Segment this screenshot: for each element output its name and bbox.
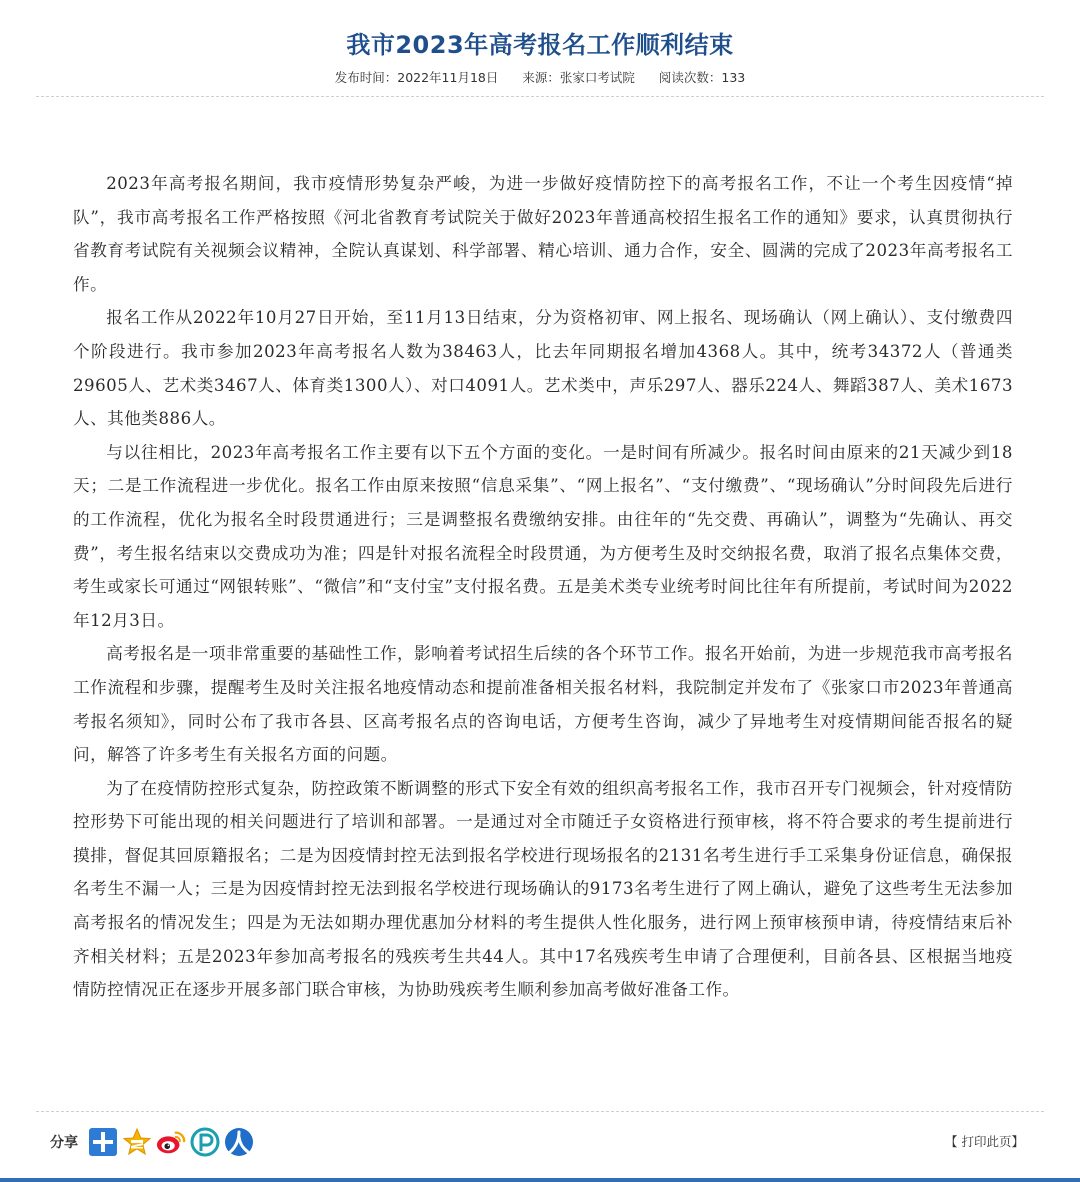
publish-label: 发布时间：	[334, 70, 398, 85]
publish-info	[335, 70, 499, 85]
share-bar	[50, 1126, 258, 1158]
weibo-icon[interactable]	[156, 1127, 186, 1157]
source-value: 张家口考试院	[559, 70, 635, 85]
renren-icon[interactable]	[224, 1127, 254, 1157]
article-meta	[0, 68, 1080, 88]
views-count: 133	[721, 70, 746, 85]
qzone-star-icon[interactable]	[122, 1127, 152, 1157]
views-label: 阅读次数：	[658, 70, 722, 85]
pengyou-icon[interactable]	[190, 1127, 220, 1157]
paragraph-3: 与以往相比，2023年高考报名工作主要有以下五个方面的变化。一是时间有所减少。报名时间由原来的21天减少到18天；二是工作流程进一步优化。报名工作由原来按照“信息采集”、“网上报名”、“支付缴费”、“现场确认”分时间段先后进行的工作流程，优化为报名全时段贯通进行；三是调整报名费缴纳安排。由往年的“先交费、再确认”，调整为“先确认、再交费”，考生报名结束以交费成功为准；四是针对报名流程全时段贯通，为方便考生及时交纳报名费，取消了报名点集体交费，考生或家长可通过“网银转账”、“微信”和“支付宝”支付报名费。五是美术类专业统考时间比往年有所提前，考试时间为2022年12月3日。	[73, 442, 1013, 630]
article-title: 我市2023年高考报名工作顺利结束	[346, 31, 734, 60]
paragraph-4: 高考报名是一项非常重要的基础性工作，影响着考试招生后续的各个环节工作。报名开始前，为进一步规范我市高考报名工作流程和步骤，提醒考生及时关注报名地疫情动态和提前准备相关报名材料，我院制定并发布了《张家口市2023年普通高考报名须知》，同时公布了我市各县、区高考报名点的咨询电话，方便考生咨询，减少了异地考生对疫情期间能否报名的疑问，解答了许多考生有关报名方面的问题。	[73, 644, 1013, 765]
paragraph-2: 报名工作从2022年10月27日开始，至11月13日结束，分为资格初审、网上报名、现场确认（网上确认）、支付缴费四个阶段进行。我市参加2023年高考报名人数为38463人，比去年同期报名增加4368人。其中，统考34372人（普通类29605人、艺术类3467人、体育类1300人）、对口4091人。艺术类中，声乐297人、器乐224人、舞蹈387人、美术1673人、其他类886人。	[73, 308, 1013, 429]
print-page-link[interactable]: 【 打印此页】	[945, 1134, 1024, 1149]
article-body	[73, 167, 1013, 1007]
source-label: 来源：	[522, 70, 560, 85]
share-label: 分享	[50, 1135, 78, 1151]
paragraph-5: 为了在疫情防控形式复杂，防控政策不断调整的形式下安全有效的组织高考报名工作，我市召开专门视频会，针对疫情防控形势下可能出现的相关问题进行了培训和部署。一是通过对全市随迁子女资格进行预审核，将不符合要求的考生提前进行摸排，督促其回原籍报名；二是为因疫情封控无法到报名学校进行现场报名的2131名考生进行手工采集身份证信息，确保报名考生不漏一人；三是为因疫情封控无法到报名学校进行现场确认的9173名考生进行了网上确认，避免了这些考生无法参加高考报名的情况发生；四是为无法如期办理优惠加分材料的考生提供人性化服务，进行网上预审核预申请，待疫情结束后补齐相关材料；五是2023年参加高考报名的残疾考生共44人。其中17名残疾考生申请了合理便利，目前各县、区根据当地疫情防控情况正在逐步开展多部门联合审核，为协助残疾考生顺利参加高考做好准备工作。	[73, 778, 1013, 1000]
publish-date: 2022年11月18日	[397, 70, 499, 85]
paragraph-1: 2023年高考报名期间，我市疫情形势复杂严峻，为进一步做好疫情防控下的高考报名工作，不让一个考生因疫情“掉队”，我市高考报名工作严格按照《河北省教育考试院关于做好2023年普通高校招生报名工作的通知》要求，认真贯彻执行省教育考试院有关视频会议精神，全院认真谋划、科学部署、精心培训、通力合作，安全、圆满的完成了2023年高考报名工作。	[73, 174, 1013, 294]
views-info	[659, 70, 745, 85]
header-divider	[36, 96, 1044, 97]
plus-share-icon[interactable]	[88, 1127, 118, 1157]
bottom-accent-bar	[0, 1178, 1080, 1182]
footer-divider	[36, 1111, 1044, 1112]
source-info	[522, 70, 635, 85]
